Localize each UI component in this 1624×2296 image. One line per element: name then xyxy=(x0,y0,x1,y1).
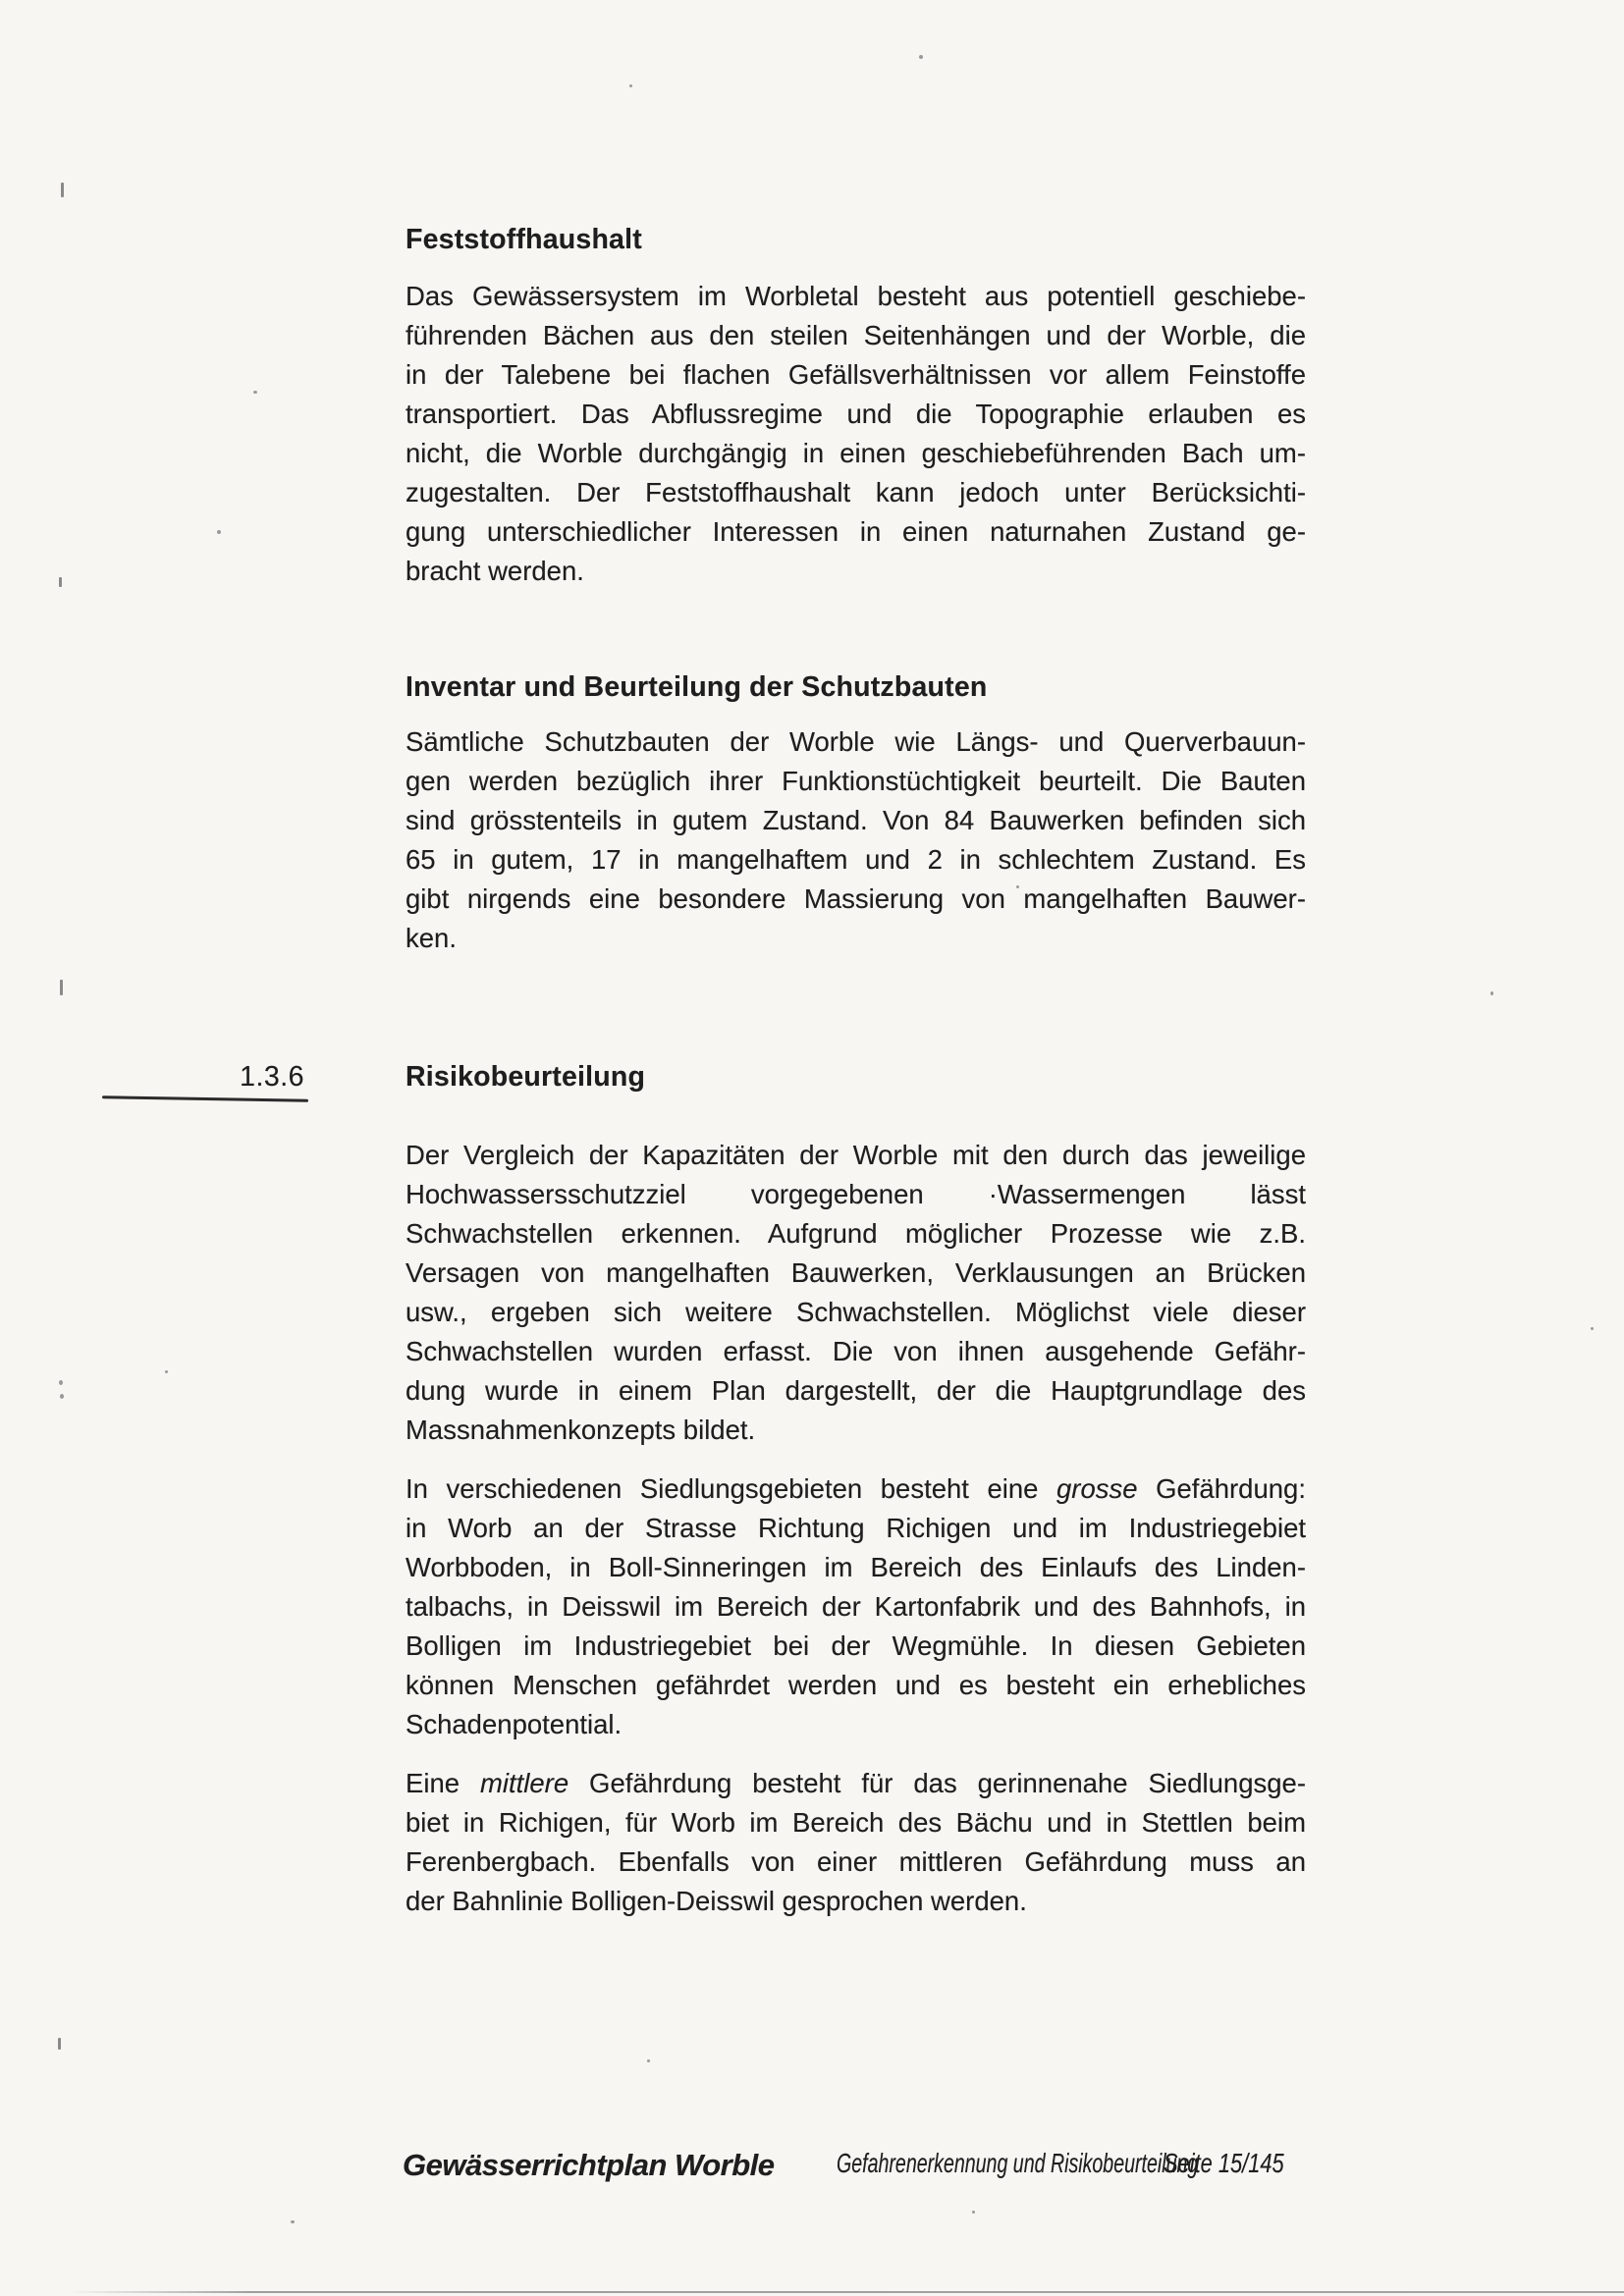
text-line: usw., ergeben sich weitere Schwachstellen. Möglichst viele dieser xyxy=(406,1297,1306,1327)
text-line: bracht werden. xyxy=(406,556,584,586)
footer-report-title: Gewässerrichtplan Worble xyxy=(403,2148,775,2182)
scan-artifact-speck xyxy=(59,1380,63,1385)
scan-artifact-speck xyxy=(1591,1327,1594,1330)
text-line: Ferenbergbach. Ebenfalls von einer mittleren Gefährdung muss an xyxy=(406,1846,1306,1877)
paragraph-feststoffhaushalt xyxy=(406,277,1306,591)
heading-risikobeurteilung: Risikobeurteilung xyxy=(406,1061,646,1093)
text-line: Worbboden, in Boll-Sinneringen im Bereich des Einlaufs des Linden- xyxy=(406,1552,1306,1582)
text-line: sind grösstenteils in gutem Zustand. Von 84 Bauwerken befinden sich xyxy=(406,805,1306,835)
text-line: In verschiedenen Siedlungsgebieten besteht eine grosse Gefährdung: xyxy=(406,1473,1306,1504)
scan-artifact-speck xyxy=(291,2220,295,2223)
text-line: Versagen von mangelhaften Bauwerken, Verklausungen an Brücken xyxy=(406,1257,1306,1288)
scan-artifact-speck xyxy=(972,2211,975,2214)
text-line: Schadenpotential. xyxy=(406,1709,623,1739)
text-line: gibt nirgends eine besondere Massierung von mangelhaften Bauwer- xyxy=(406,883,1306,914)
text-line: in Worb an der Strasse Richtung Richigen und im Industriegebiet xyxy=(406,1513,1306,1543)
scan-artifact-speck xyxy=(919,55,923,59)
footer-chapter-text: Gefahrenerkennung und Risikobeurteilung xyxy=(837,2148,1199,2178)
footer-page-text: Seite 15/145 xyxy=(1164,2148,1284,2178)
text-line: Der Vergleich der Kapazitäten der Worble mit den durch das jeweilige xyxy=(406,1140,1306,1170)
scan-artifact-speck xyxy=(217,530,221,534)
scan-artifact-speck xyxy=(930,1225,933,1228)
text-line: dung wurde in einem Plan dargestellt, der die Hauptgrundlage des xyxy=(406,1375,1306,1406)
paragraph-schutzbauten xyxy=(406,722,1306,958)
text-line: talbachs, in Deisswil im Bereich der Kartonfabrik und des Bahnhofs, in xyxy=(406,1591,1306,1622)
text-line: gen werden bezüglich ihrer Funktionstüchtigkeit beurteilt. Die Bauten xyxy=(406,766,1306,796)
scan-artifact-speck xyxy=(1490,991,1493,995)
paragraph-risiko-mittlere-gefaehrdung xyxy=(406,1764,1306,1921)
text-line: können Menschen gefährdet werden und es besteht ein erhebliches xyxy=(406,1670,1306,1700)
text-line: Eine mittlere Gefährdung besteht für das gerinnenahe Siedlungsge- xyxy=(406,1768,1306,1798)
heading-feststoffhaushalt: Feststoffhaushalt xyxy=(406,224,642,255)
text-line: Hochwassersschutzziel vorgegebenen ·Wassermengen lässt xyxy=(406,1179,1306,1209)
text-line: Massnahmenkonzepts bildet. xyxy=(406,1415,756,1445)
text-line: nicht, die Worble durchgängig in einen geschiebeführenden Bach um- xyxy=(406,438,1306,468)
section-number-underline xyxy=(102,1095,308,1102)
text-line: in der Talebene bei flachen Gefällsverhältnissen vor allem Feinstoffe xyxy=(406,359,1306,390)
scan-artifact-speck xyxy=(629,84,632,87)
text-line: Das Gewässersystem im Worbletal besteht aus potentiell geschiebe- xyxy=(406,281,1306,311)
text-line: Sämtliche Schutzbauten der Worble wie Längs- und Querverbauun- xyxy=(406,726,1306,757)
page-footer xyxy=(403,2148,1306,2187)
text-line: der Bahnlinie Bolligen-Deisswil gesprochen werden. xyxy=(406,1886,1027,1916)
text-line: Bolligen im Industriegebiet bei der Wegmühle. In diesen Gebieten xyxy=(406,1630,1306,1661)
heading-schutzbauten: Inventar und Beurteilung der Schutzbauten xyxy=(406,671,988,703)
section-number: 1.3.6 xyxy=(240,1061,304,1093)
text-line: zugestalten. Der Feststoffhaushalt kann jedoch unter Berücksichti- xyxy=(406,477,1306,507)
text-line: führenden Bächen aus den steilen Seitenhängen und der Worble, die xyxy=(406,320,1306,350)
scan-artifact-speck xyxy=(647,2059,650,2062)
text-line: transportiert. Das Abflussregime und die Topographie erlauben es xyxy=(406,399,1306,429)
scan-artifact-speck xyxy=(165,1370,168,1373)
text-line: Schwachstellen wurden erfasst. Die von ihnen ausgehende Gefähr- xyxy=(406,1336,1306,1366)
paragraph-risiko-grosse-gefaehrdung xyxy=(406,1469,1306,1744)
text-line: gung unterschiedlicher Interessen in einen naturnahen Zustand ge- xyxy=(406,516,1306,547)
text-line: 65 in gutem, 17 in mangelhaftem und 2 in schlechtem Zustand. Es xyxy=(406,844,1306,875)
text-line: Schwachstellen erkennen. Aufgrund möglicher Prozesse wie z.B. xyxy=(406,1218,1306,1249)
scan-artifact-speck xyxy=(1016,885,1019,888)
text-line: biet in Richigen, für Worb im Bereich des Bächu und in Stettlen beim xyxy=(406,1807,1306,1838)
scan-artifact-tick xyxy=(59,577,62,587)
scan-artifact-tick xyxy=(61,183,64,197)
scan-artifact-speck xyxy=(60,1394,64,1399)
scan-artifact-tick xyxy=(58,2038,61,2050)
scan-artifact-speck xyxy=(253,391,257,394)
text-line: ken. xyxy=(406,923,457,953)
paragraph-risiko-vergleich xyxy=(406,1136,1306,1450)
scan-page-edge-shadow xyxy=(69,2291,1624,2293)
footer-page-number xyxy=(1164,2148,1318,2179)
scan-artifact-tick xyxy=(60,980,63,995)
